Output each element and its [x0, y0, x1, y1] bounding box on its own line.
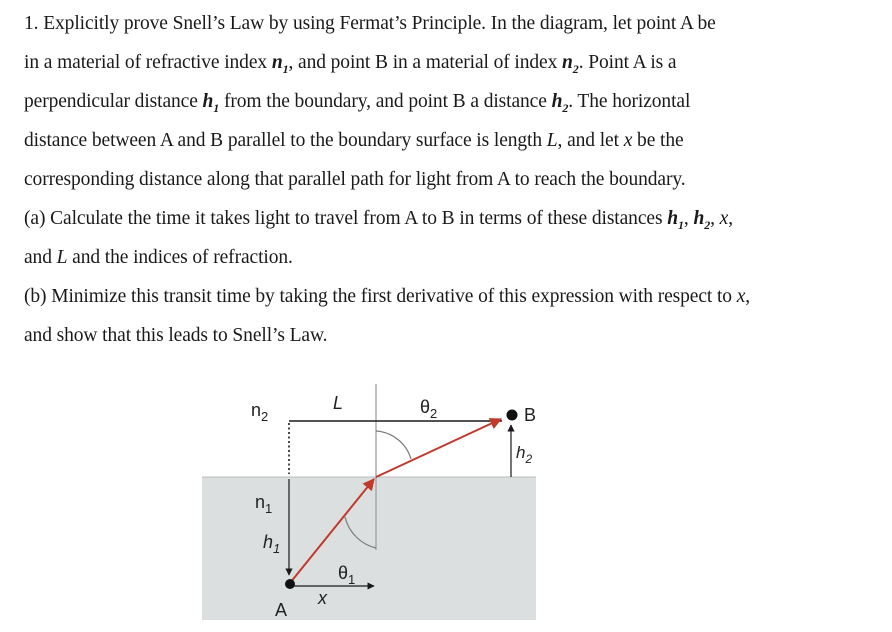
- intro-text-3c: . The horizontal: [568, 91, 691, 112]
- problem-text: [24, 0, 874, 355]
- A-label: A: [275, 600, 288, 620]
- h2-symbol: $h_2$: [551, 91, 569, 115]
- intro-text-3b: from the boundary, and point B a distance: [219, 91, 552, 112]
- problem-line-3: [24, 82, 874, 121]
- part-b-text-2: and show that this leads to Snell’s Law.: [24, 325, 328, 346]
- problem-number: 1.: [24, 13, 39, 34]
- L-label: L: [333, 393, 344, 413]
- intro-text-2b: , and point B in a material of index: [288, 52, 563, 73]
- h1-symbol-a: $h_1$: [667, 208, 684, 232]
- intro-text-1: Explicitly prove Snell’s Law by using Fermat’s Principle. In the diagram, let point A be: [43, 13, 716, 34]
- L-symbol: L: [546, 130, 558, 151]
- refracted-ray: [376, 419, 501, 477]
- problem-line-8: (b) Minimize this transit time by taking the first derivative of this expression with respect to x,: [24, 286, 751, 307]
- intro-text-4b: , and let: [557, 130, 624, 151]
- h1-symbol: $h_1$: [202, 91, 220, 115]
- x-symbol: x: [623, 130, 633, 151]
- part-a-text-2b: and the indices of refraction.: [67, 247, 293, 268]
- n2-symbol: $n_2$: [562, 52, 579, 76]
- n2-label: $n_2$: [251, 400, 269, 424]
- point-A: [285, 579, 295, 589]
- problem-line-5: [24, 160, 874, 199]
- intro-text-4a: distance between A and B parallel to the boundary surface is length: [24, 130, 547, 151]
- intro-text-4c: be the: [632, 130, 684, 151]
- lower-medium: [202, 477, 536, 620]
- problem-line-6: (a) Calculate the time it takes light to travel from A to B in terms of these distances $h_1$, $h_2$, x,: [24, 208, 733, 232]
- theta2-label: $\theta_2$: [420, 397, 438, 421]
- problem-line-2: [24, 43, 874, 82]
- problem-line-9: [24, 316, 874, 355]
- n1-symbol: $n_1$: [271, 52, 289, 76]
- intro-text-2c: . Point A is a: [578, 52, 677, 73]
- h2-label: $h_2$: [516, 443, 533, 466]
- x-symbol-b: x: [736, 286, 746, 307]
- x-label: x: [318, 588, 327, 608]
- part-a-text-1: (a) Calculate the time it takes light to travel from A to B in terms of these distances: [24, 208, 668, 229]
- intro-text-3a: perpendicular distance: [24, 91, 203, 112]
- h2-symbol-a: $h_2$: [693, 208, 711, 232]
- B-label: B: [524, 405, 537, 425]
- x-symbol-a: x: [719, 208, 729, 229]
- point-B: [507, 410, 518, 421]
- refraction-diagram: [0, 370, 892, 632]
- intro-text-5: corresponding distance along that parallel path for light from A to reach the boundary.: [24, 169, 686, 190]
- problem-line-7: [24, 238, 874, 277]
- L-symbol-a: L: [56, 247, 68, 268]
- theta2-arc: [376, 431, 411, 459]
- intro-text-2a: in a material of refractive index: [24, 52, 272, 73]
- h1-label: $h_1$: [263, 532, 281, 556]
- part-b-text-1: (b) Minimize this transit time by taking the first derivative of this expression with respect to: [24, 286, 737, 307]
- problem-line-4: [24, 121, 874, 160]
- theta1-label: $\theta_1$: [338, 563, 356, 587]
- problem-line-1: [24, 0, 874, 43]
- part-a-text-2a: and: [24, 247, 57, 268]
- n1-label: $n_1$: [255, 492, 273, 516]
